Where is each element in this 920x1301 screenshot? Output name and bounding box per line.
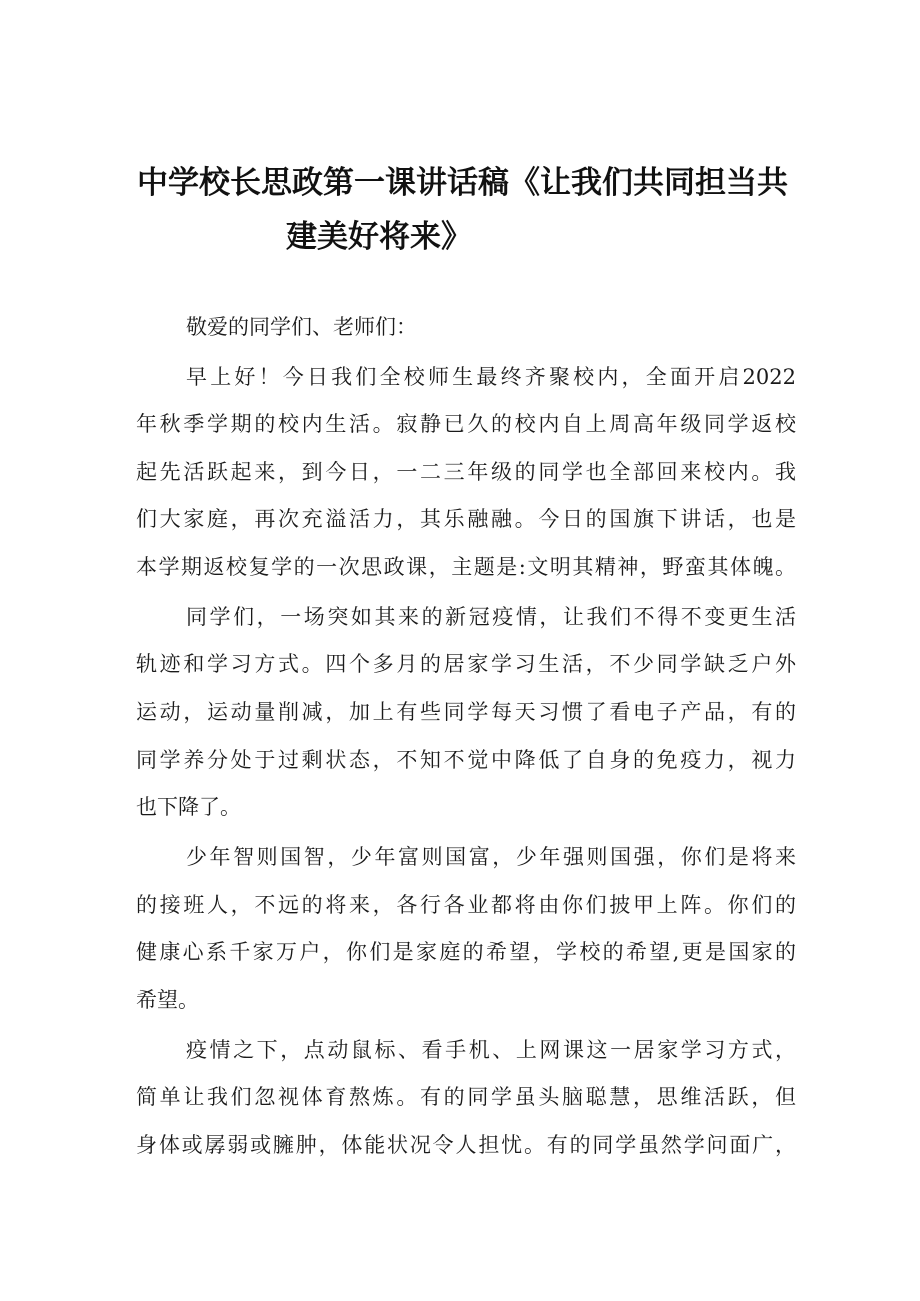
paragraph-2-line-1: 同学们，一场突如其来的新冠疫情，让我们不得不变更生活 — [186, 605, 796, 629]
paragraph-1-line-5: 本学期返校复学的一次思政课，主题是:文明其精神，野蛮其体魄。 — [136, 555, 796, 579]
paragraph-4-line-2: 简单让我们忽视体育熬炼。有的同学虽头脑聪慧，思维活跃，但 — [136, 1085, 796, 1109]
paragraph-1-line-3: 起先活跃起来，到今日，一二三年级的同学也全部回来校内。我 — [136, 460, 796, 484]
paragraph-2-line-3: 运动，运动量削减，加上有些同学每天习惯了看电子产品，有的 — [136, 700, 796, 724]
paragraph-3-line-2: 的接班人，不远的将来，各行各业都将由你们披甲上阵。你们的 — [136, 893, 796, 917]
paragraph-1-line-4: 们大家庭，再次充溢活力，其乐融融。今日的国旗下讲话，也是 — [136, 507, 796, 531]
paragraph-3-line-1: 少年智则国智，少年富则国富，少年强则国强，你们是将来 — [186, 845, 796, 869]
paragraph-1-line-1: 早上好！今日我们全校师生最终齐聚校内，全面开启2022 — [186, 365, 796, 389]
paragraph-3-line-4: 希望。 — [136, 988, 199, 1012]
paragraph-4-line-1: 疫情之下，点动鼠标、看手机、上网课这一居家学习方式， — [186, 1038, 796, 1062]
salutation: 敬爱的同学们、老师们： — [186, 315, 417, 339]
paragraph-2-line-4: 同学养分处于过剩状态，不知不觉中降低了自身的免疫力，视力 — [136, 748, 796, 772]
paragraph-4-line-3: 身体或孱弱或臃肿，体能状况令人担忧。有的同学虽然学问面广， — [136, 1133, 796, 1157]
paragraph-2-line-5: 也下降了。 — [136, 795, 241, 819]
paragraph-1-line-2: 年秋季学期的校内生活。寂静已久的校内自上周高年级同学返校 — [136, 412, 796, 436]
title-line-1: 中学校长思政第一课讲话稿《让我们共同担当共 — [137, 165, 788, 201]
paragraph-2-line-2: 轨迹和学习方式。四个多月的居家学习生活，不少同学缺乏户外 — [136, 652, 796, 676]
title-line-2: 建美好将来》 — [286, 219, 472, 255]
paragraph-3-line-3: 健康心系千家万户，你们是家庭的希望，学校的希望,更是国家的 — [136, 940, 796, 964]
